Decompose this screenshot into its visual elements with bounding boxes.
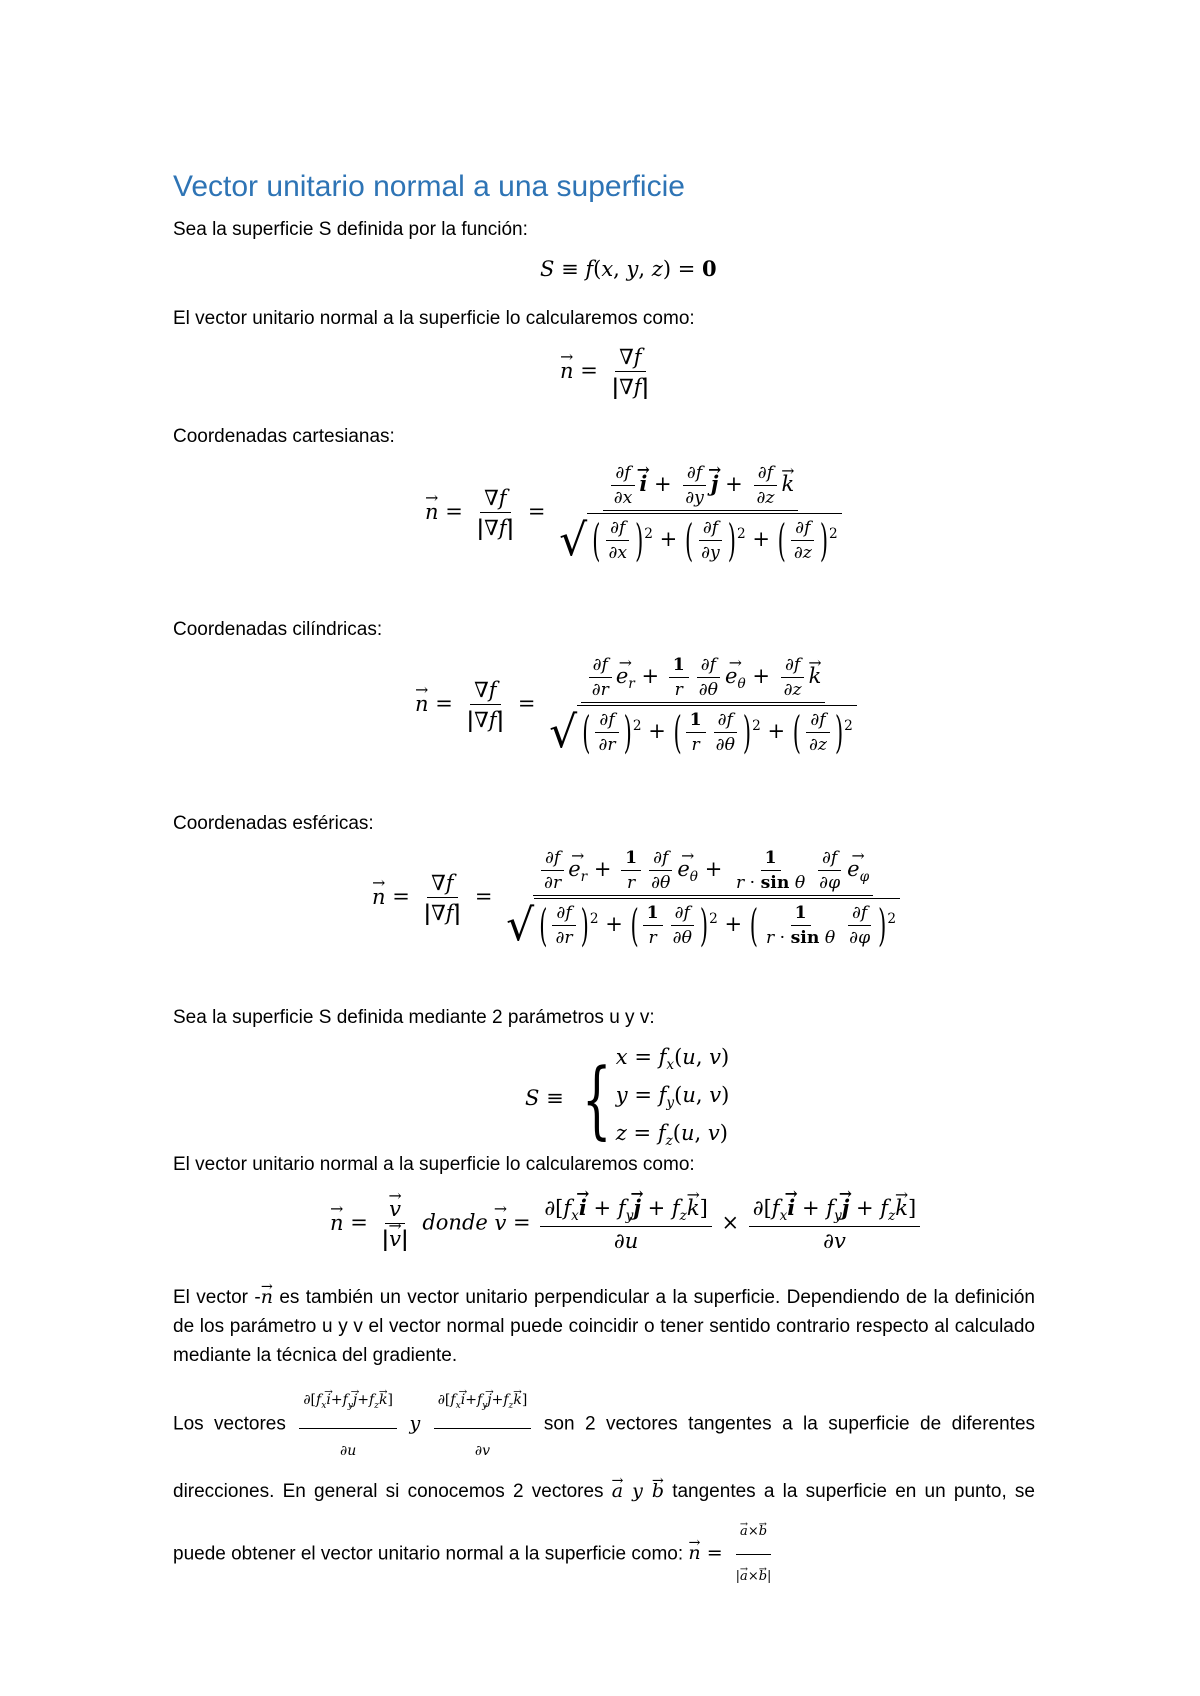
equation-normal-gradient: n → = $\frac{\nabla f}{|\nabla f|}$ — [560, 345, 656, 399]
paragraph-surface-definition: Sea la superficie S definida por la función: — [173, 219, 528, 240]
equation-cartesian: n → = $\frac{\nabla f}{|\nabla f|}$ = $\frac{\partial f}{\partial x}$ i → + $\frac{\partial f}{\partial y}$ j → + $\frac{\partial f}{\partial z}$ k → √ ( $\frac{\partial f}{\partial x}$ )$^2$ + ( $\frac{\partial f}{\partial y}$ )$^2$ + ( $\frac{\partial f}{\partial z}$ )$^2$ — [425, 463, 849, 563]
equation-parametric-normal: n → = $\frac{v \to}{|v \to|}$ donde v → = $\frac{\partial[f_xi \to + f_yj \to + f_zk \to]}{\partial u}$ × $\frac{\partial[f_xi \to + f_yj \to + f_zk \to]}{\partial v}$ — [330, 1195, 923, 1253]
paragraph-tangent-vectors: Los vectores $\frac{\partial[f_xi \to+f_yj \to+f_zk \to]}{\partial u}$ y $\frac{\partial[f_xi \to+f_yj \to+f_zk \to]}{\partial v}$ son 2 vectores tangentes a la superficie de diferentes direcciones. En general si conocemos 2 vectores a → y b → tangentes a la superficie en un punto, se puede obtener el vector unitario normal a la superficie como: n → = $\frac{a \to\times b \to}{|a \to\times b \to|}$ — [173, 1380, 1035, 1597]
equation-cylindrical: n → = $\frac{\nabla f}{|\nabla f|}$ = $\frac{\partial f}{\partial r}$ $e_r$ → + $\frac{1}{r}$ $\frac{\partial f}{\partial\theta}$ $e_\theta$ → + $\frac{\partial f}{\partial z}$ k → √ ( $\frac{\partial f}{\partial r}$ )$^2$ + ( $\frac{1}{r}$ $\frac{\partial f}{\partial\theta}$ )$^2$ + ( $\frac{\partial f}{\partial z}$ )$^2$ — [415, 655, 864, 755]
y-text: y — [632, 1479, 643, 1502]
paragraph-normal-parametric-intro: El vector unitario normal a la superficie lo calcularemos como: — [173, 1154, 695, 1175]
text-segment: es también un vector unitario perpendicular a la superficie. Dependiendo de la definición de los parámetro u y v el vector normal puede coincidir o tener sentido contrario respecto al calculado mediante la técnica del gradiente. — [173, 1287, 1035, 1366]
equation-parametric-system: S ≡ { $x = f_x(u$, v) $y = f_y(u$, v) $z = f_z(u$, v) — [525, 1045, 730, 1150]
text-segment: Los vectores — [173, 1413, 286, 1435]
paragraph-opposite-normal: El vector -n → es también un vector unitario perpendicular a la superficie. Dependiendo de la definición de los parámetro u y v el vector normal puede coincidir o tener sentido contrario respecto al calculado mediante la técnica del gradiente. — [173, 1283, 1035, 1370]
paragraph-normal-intro: El vector unitario normal a la superficie lo calcularemos como: — [173, 308, 695, 329]
text-segment: El vector - — [173, 1287, 261, 1308]
sin-text: sin — [790, 928, 820, 948]
heading-cartesian: Coordenadas cartesianas: — [173, 426, 395, 447]
text-segment: son 2 vectores tangentes a la superficie de diferentes direcciones. En general si conocemos 2 vectores — [173, 1413, 1036, 1502]
equation-spherical: n → = $\frac{\nabla f}{|\nabla f|}$ = $\frac{\partial f}{\partial r}$ $e_r$ → + $\frac{1}{r}$ $\frac{\partial f}{\partial\theta}$ $e_\theta$ → + $\frac{1}{\text{r · sin θ}}$ $\frac{\partial f}{\partial\varphi}$ $e_\varphi$ → √ ( $\frac{\partial f}{\partial r}$ )$^2$ + ( $\frac{1}{r}$ $\frac{\partial f}{\partial\theta}$ )$^2$ + ( $\frac{1}{\text{r · sin θ}}$ $\frac{\partial f}{\partial\varphi}$ )$^2$ — [372, 848, 907, 948]
page-title: Vector unitario normal a una superficie — [173, 170, 685, 203]
heading-cylindrical: Coordenadas cilíndricas: — [173, 619, 383, 640]
sin-text: sin — [760, 873, 790, 893]
equation-surface-implicit: S ≡ f(x, y, z) = 0 — [540, 256, 717, 281]
text-segment: tangentes a la superficie en un punto, se puede obtener el vector unitario normal a la superficie como: — [173, 1480, 1036, 1565]
donde-text: donde — [422, 1210, 488, 1235]
paragraph-parametric-intro: Sea la superficie S definida mediante 2 parámetros u y v: — [173, 1007, 655, 1028]
y-text: y — [409, 1412, 421, 1435]
heading-spherical: Coordenadas esféricas: — [173, 813, 374, 834]
